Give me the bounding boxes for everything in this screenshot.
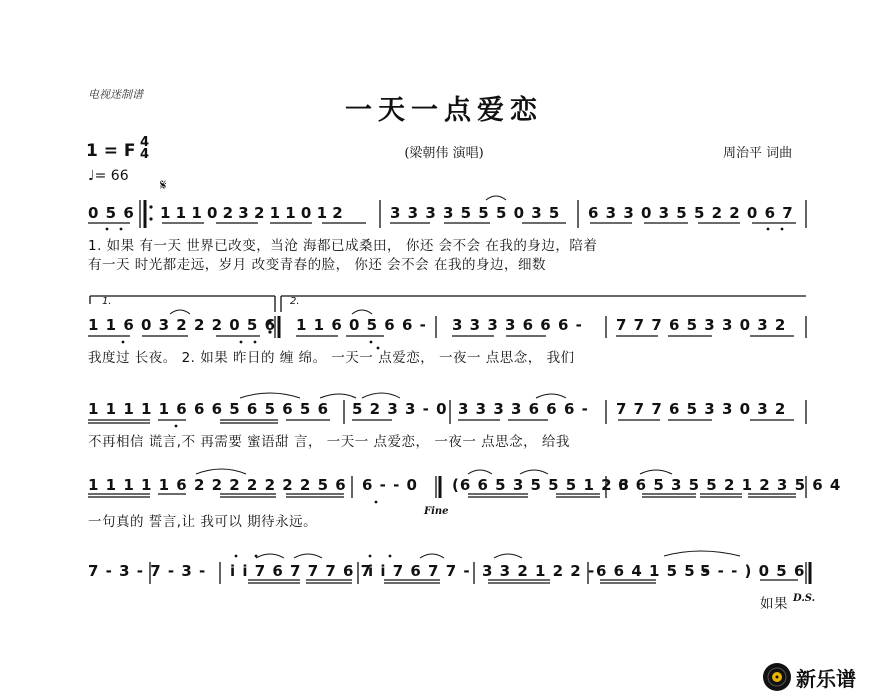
measure-group: 7 - 3 - 7 - 3 - (88, 562, 207, 580)
measure-group: 7 7 7 6 5 3 3 0 3 2 (616, 400, 787, 418)
measure-group: 1 1 6 0 5 6 6 - (296, 316, 427, 334)
volta-second: 2. (290, 296, 300, 307)
lyric-line: 有一天 时光都走远，岁月 改变青春的脸， 你还 会不会 在我的身边，细数 (88, 257, 546, 273)
measure-group: (6 6 5 3 5 5 5 1 2 3 (452, 476, 631, 494)
lyric-line: 一句真的 誓言,让 我可以 期待永远。 (88, 514, 318, 530)
lyric-line: 我度过 长夜。 2. 如果 昨日的 缠 绵。 一天一 点爱恋， 一夜一 点思念， 我们 (88, 350, 575, 366)
measure-group: 3 3 3 3 6 6 6 - (458, 400, 589, 418)
measure-group: 3 3 3 3 5 5 5 0 3 5 (390, 204, 561, 222)
record-icon (762, 662, 792, 692)
time-bottom: 4 (140, 147, 150, 162)
measure-group: 7 7 7 6 5 3 3 0 3 2 (616, 316, 787, 334)
measure-group: 3 3 3 3 6 6 6 - (452, 316, 583, 334)
measure-group: i i 7 6 7 7 - (368, 562, 471, 580)
measure-group: 6 3 3 0 3 5 5 2 2 0 6 7 (588, 204, 794, 222)
measure-group: 6 6 4 1 5 5 - (596, 562, 710, 580)
measure-group: 6 - - 0 (362, 476, 418, 494)
singer-credit: (梁朝伟 演唱) (404, 146, 484, 161)
segno-icon: 𝄋 (160, 176, 167, 194)
measure-group: 5 2 3 3 - 0 (352, 400, 448, 418)
measure-group: 6 6 5 3 5 5 2 1 2 3 5 6 4 (618, 476, 842, 494)
measure-pickup: 0 5 6 (88, 204, 135, 222)
measure-group: i i 7 6 7 7 7 6 7 (230, 562, 373, 580)
time-top: 4 (140, 135, 150, 150)
logo-text: 新乐谱 (796, 666, 856, 691)
composer-credit: 周治平 词曲 (723, 146, 793, 161)
lyric-line: 1. 如果 有一天 世界已改变，当沧 海都已成桑田， 你还 会不会 在我的身边，陪着 (88, 238, 598, 254)
fine-marking: Fine (424, 506, 449, 517)
lyric-line: 不再相信 谎言,不 再需要 蜜语甜 言， 一天一 点爱恋， 一夜一 点思念， 给我 (88, 434, 570, 450)
volta-first: 1. (102, 296, 112, 307)
measure-group: 1 1 1 1 1 6 6 6 5 6 5 6 5 6 (88, 400, 330, 418)
source-credit: 电视迷制谱 (88, 88, 143, 101)
key-signature: 1 = F (86, 141, 136, 161)
lyric-line: 如果 (760, 596, 788, 612)
measure-group: 3 3 2 1 2 2 - (482, 562, 596, 580)
measure-group: 5 - - ) 0 5 6 (700, 562, 806, 580)
ds-marking: D.S. (793, 593, 816, 604)
measure-group: 1 1 1 0 2 3 2 1 1 0 1 2 (160, 204, 344, 222)
measure-group: 1 1 6 0 3 2 2 2 0 5 6 (88, 316, 277, 334)
tempo-marking: ♩= 66 (88, 168, 129, 184)
measure-group: 1 1 1 1 1 6 2 2 2 2 2 2 2 5 6 (88, 476, 347, 494)
site-logo[interactable] (762, 662, 856, 692)
song-title: 一天一点爱恋 (345, 95, 543, 126)
